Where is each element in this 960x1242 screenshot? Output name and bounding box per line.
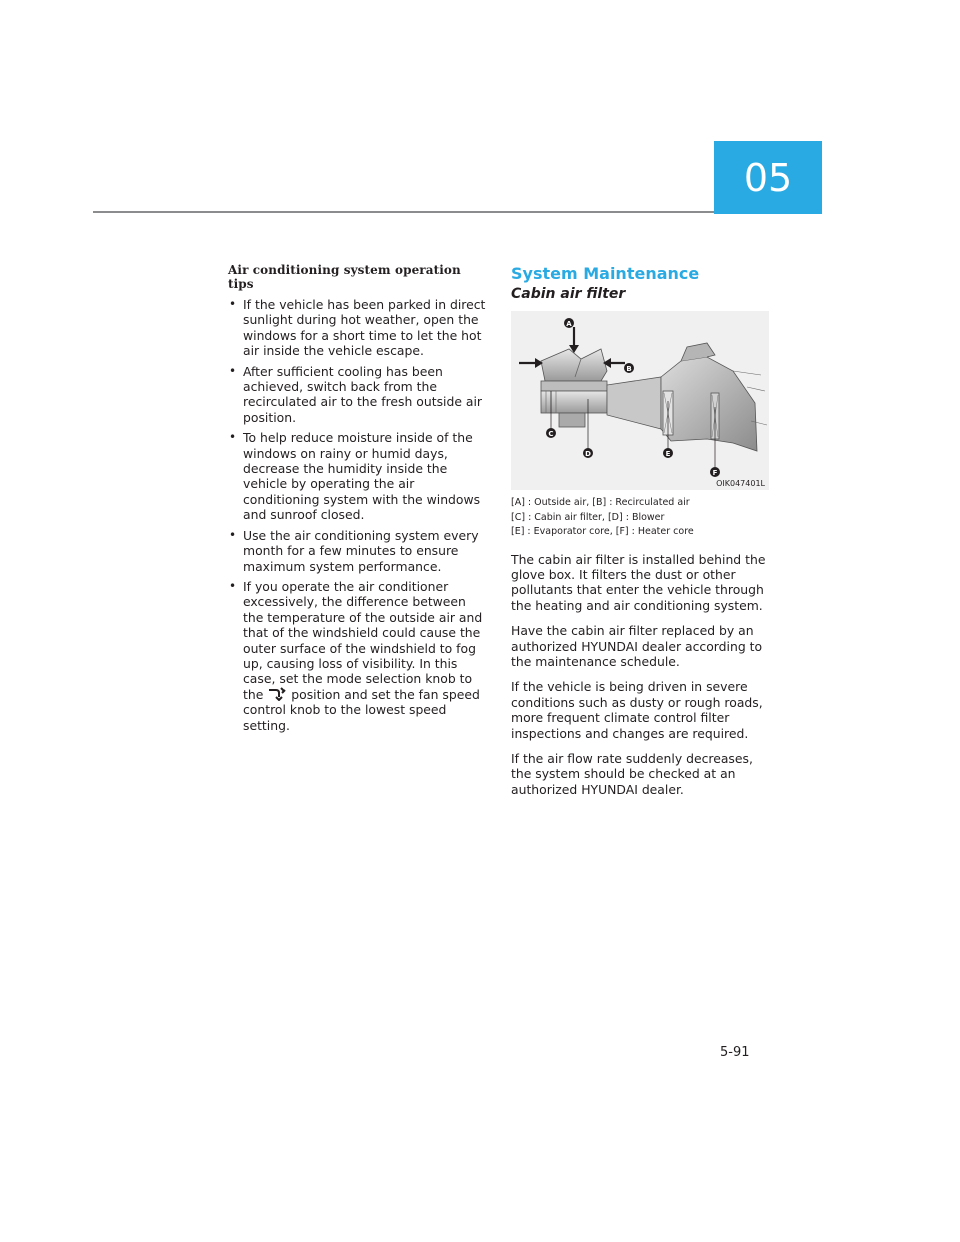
bullet-icon: • <box>229 578 237 593</box>
body-paragraph: If the air flow rate suddenly decreases, the system should be checked at an authorized HYUNDAI dealer. <box>511 750 753 797</box>
svg-text:A: A <box>566 320 572 328</box>
tip-item: • Use the air conditioning system every month for a few minutes to ensure maximum system performance. <box>229 527 479 574</box>
callout-d <box>583 448 593 458</box>
callout-a <box>564 318 574 328</box>
svg-text:E: E <box>665 450 671 458</box>
page-number: 5-91 <box>720 1045 750 1060</box>
tip-item: • After sufficient cooling has been achieved, switch back from the recirculated air to the fresh outside air position. <box>229 363 483 425</box>
bullet-icon: • <box>229 297 237 311</box>
body-paragraph: If the vehicle is being driven in severe conditions such as dusty or rough roads, more frequent climate control filter inspections and changes are required. <box>511 679 763 741</box>
header-rule <box>93 211 723 213</box>
bullet-icon: • <box>229 363 237 378</box>
left-column <box>228 263 490 738</box>
caption-line: [A] : Outside air, [B] : Recirculated air <box>511 497 690 508</box>
tips-list <box>228 297 490 733</box>
tips-heading: Air conditioning system operation tips <box>228 263 461 291</box>
floor-defrost-mode-icon <box>267 687 287 701</box>
figure-caption <box>511 496 773 540</box>
right-column <box>511 263 773 797</box>
svg-text:F: F <box>712 469 718 477</box>
caption-line: [C] : Cabin air filter, [D] : Blower <box>511 511 665 523</box>
tip-item: • To help reduce moisture inside of the windows on rainy or humid days, decrease the humidity inside the vehicle by operating the air conditioning system with the windows and sunroof closed. <box>229 430 481 523</box>
bullet-icon: • <box>229 527 237 542</box>
subsection-title: Cabin air filter <box>511 286 626 302</box>
section-title: System Maintenance <box>511 264 700 283</box>
callout-b <box>624 363 634 373</box>
maintenance-text <box>511 552 773 798</box>
tip-item: • If the vehicle has been parked in direct sunlight during hot weather, open the windows for a short time to let the hot air inside the vehicle escape. <box>229 297 486 359</box>
tip-item: • If you operate the air conditioner excessively, the difference between the temperature of the outside air and that of the windshield could cause the outer surface of the windshield to fog up, causing loss of visibility. In this case, set the mode selection knob to the position and set the fan speed control knob to the lowest speed setting. <box>229 578 483 733</box>
callout-c <box>546 428 556 438</box>
caption-line: [E] : Evaporator core, [F] : Heater core <box>511 526 694 537</box>
svg-text:B: B <box>626 365 632 373</box>
body-paragraph: The cabin air filter is installed behind the glove box. It filters the dust or other pollutants that enter the vehicle through the heating and air conditioning system. <box>511 551 766 613</box>
callout-f <box>710 467 720 477</box>
hvac-illustration <box>511 311 769 490</box>
svg-text:C: C <box>548 430 554 438</box>
body-paragraph: Have the cabin air filter replaced by an authorized HYUNDAI dealer according to the maintenance schedule. <box>511 623 763 669</box>
bullet-icon: • <box>229 430 237 445</box>
svg-text:D: D <box>585 450 591 458</box>
callout-e <box>663 448 673 458</box>
hvac-diagram <box>511 311 769 490</box>
chapter-number: 05 <box>743 155 793 200</box>
chapter-tab <box>714 141 822 214</box>
figure-code: OIK047401L <box>716 479 765 488</box>
